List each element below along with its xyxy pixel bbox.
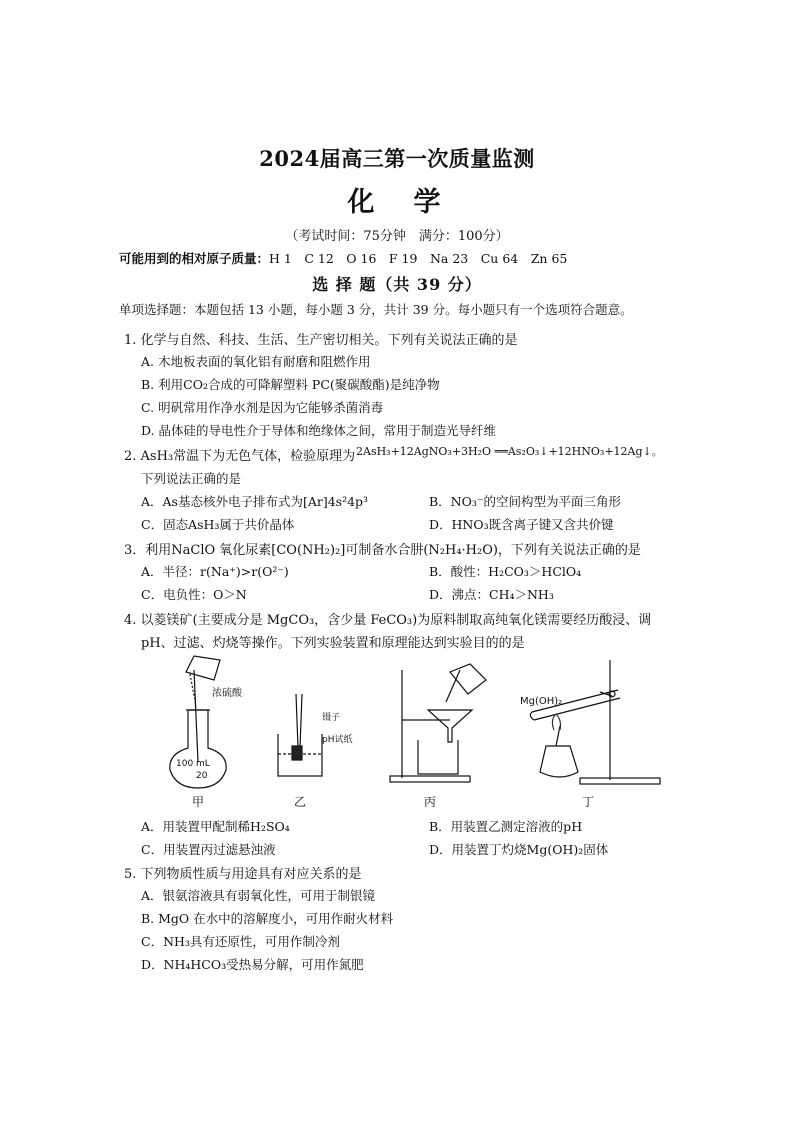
apparatus-ding [530, 660, 660, 784]
q2-option-a: A．As基态核外电子排布式为[Ar]4s²4p³ [141, 494, 369, 509]
q2-option-b: B．NO₃⁻的空间构型为平面三角形 [429, 494, 621, 509]
q2-stem: 2. AsH₃常温下为无色气体，检验原理为 [124, 449, 356, 464]
q4-option-a: A．用装置甲配制稀H₂SO₄ [141, 819, 290, 834]
q5-option-a: A．银氨溶液具有弱氧化性，可用于制银镜 [141, 888, 376, 903]
q3-option-d: D．沸点：CH₄＞NH₃ [429, 587, 554, 602]
q4-option-d: D．用装置丁灼烧Mg(OH)₂固体 [429, 842, 609, 857]
q4-stem-line1: 4. 以菱镁矿(主要成分是 MgCO₃，含少量 FeCO₃)为原料制取高纯氧化镁需要经历酸浸、调 [124, 613, 652, 628]
label-flask-temp: 20 [196, 771, 208, 781]
section-title: 选 择 题（共 39 分） [312, 275, 482, 294]
q1-option-d: D. 晶体硅的导电性介于导体和绝缘体之间，常用于制造光导纤维 [141, 423, 497, 438]
q2-option-c: C．固态AsH₃属于共价晶体 [141, 517, 295, 532]
q1-option-c: C. 明矾常用作净水剂是因为它能够杀菌消毒 [141, 400, 384, 415]
q4-option-b: B．用装置乙测定溶液的pH [429, 819, 583, 834]
section-instruction: 单项选择题：本题包括 13 小题，每小题 3 分，共计 39 分。每小题只有一个选项符合题意。 [119, 302, 633, 317]
subject-title: 化 学 [347, 187, 447, 218]
atomic-mass-label: 可能用到的相对原子质量： [119, 251, 270, 266]
label-ph-paper: pH试纸 [322, 735, 353, 745]
apparatus-yi [278, 694, 322, 776]
q1-option-a: A. 木地板表面的氧化铝有耐磨和阻燃作用 [141, 354, 371, 369]
apparatus-bing [390, 664, 486, 782]
label-conc-acid: 浓硫酸 [212, 688, 242, 699]
exam-title: 2024届高三第一次质量监测 [259, 146, 535, 171]
q4-option-c: C．用装置丙过滤悬浊液 [141, 842, 276, 857]
label-ding: 丁 [582, 795, 595, 809]
q2-equation: 2AsH₃+12AgNO₃+3H₂O ══As₂O₃↓+12HNO₃+12Ag↓。 [356, 445, 663, 458]
q3-stem: 3．利用NaClO 氧化尿素[CO(NH₂)₂]可制备水合肼(N₂H₄·H₂O)，下列有关说法正确的是 [124, 543, 641, 558]
q1-option-b: B. 利用CO₂合成的可降解塑料 PC(聚碳酸酯)是纯净物 [141, 377, 440, 392]
q5-stem: 5. 下列物质性质与用途具有对应关系的是 [124, 867, 362, 882]
q2-substem: 下列说法正确的是 [141, 471, 242, 486]
atomic-mass-line [119, 249, 567, 267]
label-bing: 丙 [424, 795, 437, 809]
q4-stem-line2: pH、过滤、灼烧等操作。下列实验装置和原理能达到实验目的的是 [141, 636, 525, 651]
q5-option-b: B. MgO 在水中的溶解度小，可用作耐火材料 [141, 911, 394, 926]
label-mgoh2: Mg(OH)₂ [520, 696, 563, 707]
label-jia: 甲 [192, 795, 205, 809]
q3-option-c: C．电负性：O＞N [141, 587, 247, 602]
apparatus-figure [150, 650, 670, 810]
q5-option-d: D．NH₄HCO₃受热易分解，可用作氮肥 [141, 957, 364, 972]
q3-option-a: A．半径：r(Na⁺)>r(O²⁻) [141, 564, 289, 579]
label-yi: 乙 [294, 795, 307, 809]
label-tweezers: 镊子 [322, 713, 341, 723]
q5-option-c: C．NH₃具有还原性，可用作制冷剂 [141, 934, 340, 949]
q2-option-d: D．HNO₃既含离子键又含共价键 [429, 517, 614, 532]
atomic-mass-values: H 1 C 12 O 16 F 19 Na 23 Cu 64 Zn 65 [269, 251, 568, 266]
exam-time-info: （考试时间：75分钟 满分：100分） [285, 229, 509, 244]
q1-stem: 1. 化学与自然、科技、生活、生产密切相关。下列有关说法正确的是 [124, 333, 518, 348]
label-flask-volume: 100 mL [176, 759, 210, 769]
q3-option-b: B．酸性：H₂CO₃＞HClO₄ [429, 564, 582, 579]
